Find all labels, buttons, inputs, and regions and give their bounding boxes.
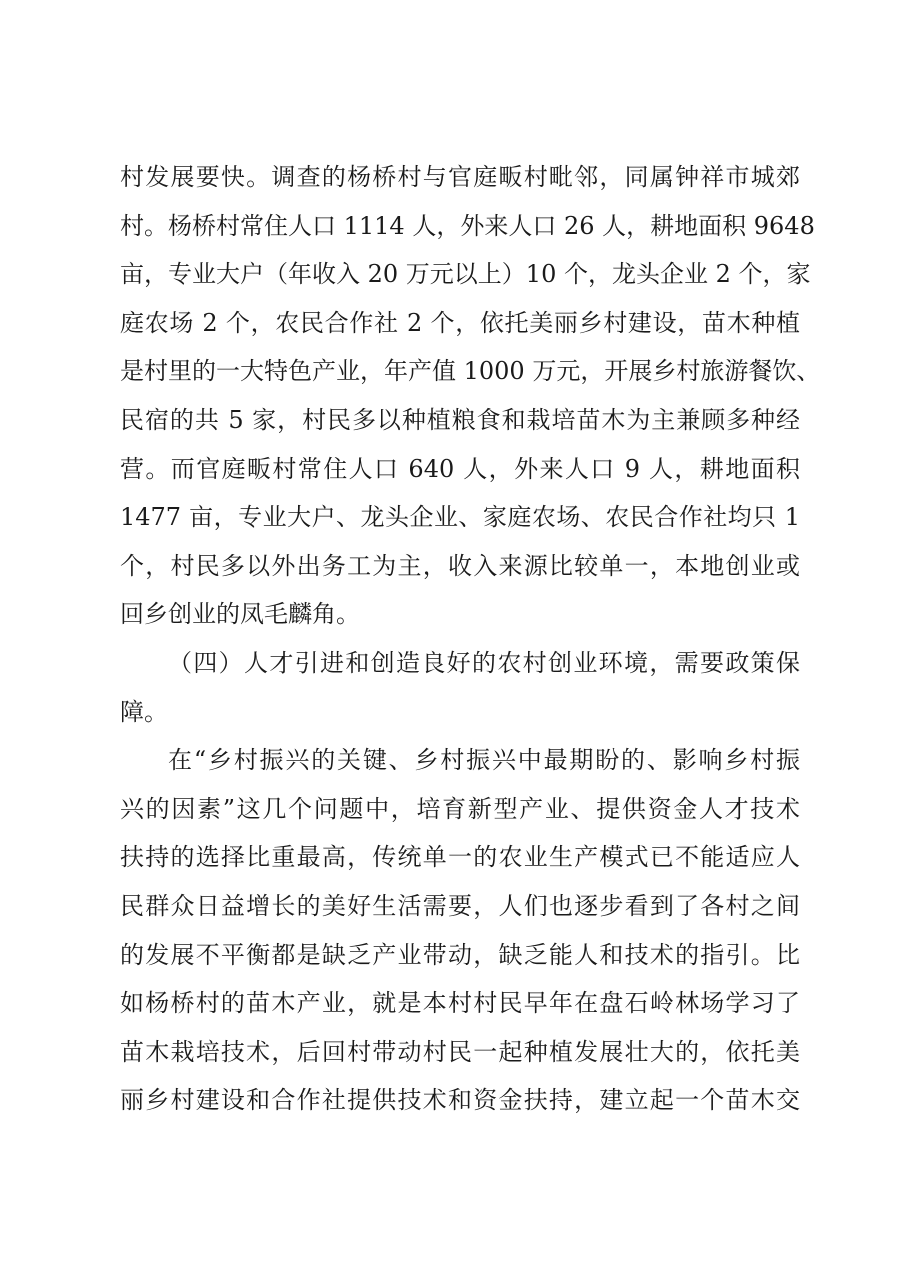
text-line: 是村里的一大特色产业，年产值 1000 万元，开展乡村旅游餐饮、: [120, 357, 821, 386]
text-line: 村。杨桥村常住人口 1114 人，外来人口 26 人，耕地面积 9648: [120, 211, 815, 240]
text-line: 的发展不平衡都是缺乏产业带动，缺乏能人和技术的指引。比: [120, 940, 800, 969]
text-line: 营。而官庭畈村常住人口 640 人，外来人口 9 人，耕地面积: [120, 454, 800, 483]
text-line: 回乡创业的凤毛麟角。: [120, 600, 360, 629]
text-line: 民群众日益增长的美好生活需要，人们也逐步看到了各村之间: [120, 891, 800, 920]
text-line: 民宿的共 5 家，村民多以种植粮食和栽培苗木为主兼顾多种经: [120, 405, 800, 434]
text-line: 如杨桥村的苗木产业，就是本村村民早年在盘石岭林场学习了: [120, 989, 800, 1018]
text-line: 个，村民多以外出务工为主，收入来源比较单一，本地创业或: [120, 551, 800, 580]
section-heading-continued: 障。: [120, 697, 168, 726]
text-line: 扶持的选择比重最高，传统单一的农业生产模式已不能适应人: [120, 843, 800, 872]
section-heading: （四）人才引进和创造良好的农村创业环境，需要政策保: [168, 648, 800, 677]
text-line: 村发展要快。调查的杨桥村与官庭畈村毗邻，同属钟祥市城郊: [120, 163, 800, 191]
text-line: 1477 亩，专业大户、龙头企业、家庭农场、农民合作社均只 1: [120, 503, 800, 532]
text-line: 兴的因素”这几个问题中，培育新型产业、提供资金人才技术: [120, 794, 800, 823]
text-line: 在“乡村振兴的关键、乡村振兴中最期盼的、影响乡村振: [168, 746, 800, 775]
body-text: [120, 153, 821, 1125]
text-line: 庭农场 2 个，农民合作社 2 个，依托美丽乡村建设，苗木种植: [120, 308, 800, 337]
text-line: 亩，专业大户（年收入 20 万元以上）10 个，龙头企业 2 个，家: [120, 260, 811, 289]
text-line: 苗木栽培技术，后回村带动村民一起种植发展壮大的，依托美: [120, 1037, 800, 1066]
text-line: 丽乡村建设和合作社提供技术和资金扶持，建立起一个苗木交: [120, 1086, 800, 1115]
